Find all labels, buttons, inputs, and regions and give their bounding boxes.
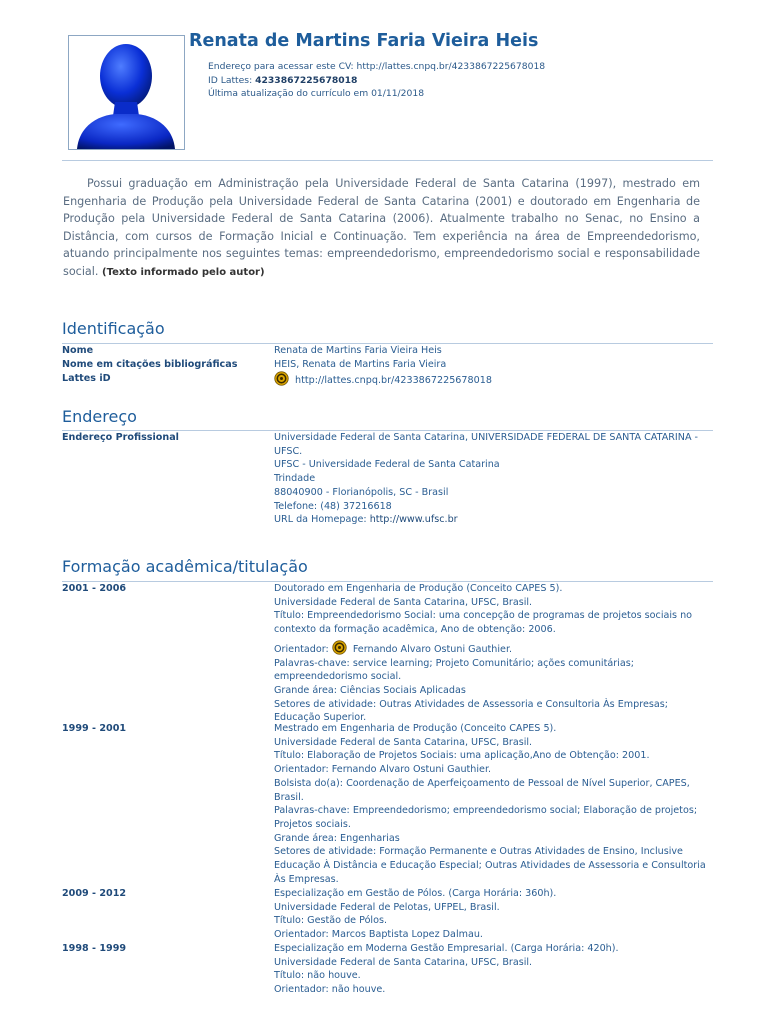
profile-photo — [68, 35, 185, 150]
period: 1998 - 1999 — [62, 943, 127, 954]
period: 1999 - 2001 — [62, 723, 127, 734]
summary-body: Possui graduação em Administração pela Universidade Federal de Santa Catarina (1997), mestrado em Engenharia de Produção pela Universidade Federal de Santa Catarina (2001) e doutorado em Engenharia de Produção pela Universidade Federal de Santa Catarina (2006). Atualmente trabalho no Senac, no Ensino a Distância, com cursos de Formação Inicial e Continuação. Tem experiência na área de Empreendedorismo, atuando principalmente nos seguintes temas: empreendedorismo, empreendedorismo social e responsabilidade social. — [63, 177, 700, 278]
period: 2009 - 2012 — [62, 888, 127, 899]
detail-line: contexto da formação acadêmica, Ano de obtenção: 2006. — [274, 624, 556, 636]
last-update: Última atualização do currículo em 01/11/2018 — [208, 88, 425, 99]
field-label: Lattes iD — [62, 373, 111, 384]
detail-line: Doutorado em Engenharia de Produção (Conceito CAPES 5). — [274, 583, 563, 594]
lattes-logo-icon[interactable] — [332, 640, 347, 655]
lattes-id-label: ID Lattes: — [208, 74, 256, 86]
address-line: UFSC - Universidade Federal de Santa Catarina — [274, 459, 500, 471]
detail-line: Grande área: Engenharias — [274, 832, 400, 844]
homepage-line — [274, 513, 714, 527]
section-title-endereco: Endereço — [62, 407, 137, 426]
field-value: HEIS, Renata de Martins Faria Vieira — [274, 359, 447, 370]
detail-line: Orientador: Fernando Alvaro Ostuni Gauthier. — [274, 764, 492, 776]
address-line: Trindade — [274, 473, 316, 485]
detail-line: Brasil. — [274, 791, 304, 803]
address-line: 88040900 - Florianópolis, SC - Brasil — [274, 486, 449, 498]
header-divider — [62, 160, 713, 161]
page-title: Renata de Martins Faria Vieira Heis — [189, 31, 539, 51]
address-line: Universidade Federal de Santa Catarina, UNIVERSIDADE FEDERAL DE SANTA CATARINA - — [274, 432, 699, 443]
person-silhouette-icon — [69, 36, 184, 149]
field-value — [274, 431, 714, 527]
address-line: UFSC. — [274, 445, 303, 457]
detail-line: Especialização em Gestão de Pólos. (Carga Horária: 360h). — [274, 888, 557, 899]
detail-line: Educação À Distância e Educação Especial; Outras Atividades de Assessoria e Consultoria — [274, 860, 706, 872]
detail-line: Título: não houve. — [274, 970, 361, 982]
detail-line: Às Empresas. — [274, 873, 339, 885]
summary-text — [63, 175, 700, 281]
detail-line: Título: Elaboração de Projetos Sociais: uma aplicação,Ano de Obtenção: 2001. — [274, 750, 650, 762]
detail-line: Universidade Federal de Santa Catarina, UFSC, Brasil. — [274, 956, 533, 968]
detail-line: Universidade Federal de Santa Catarina, UFSC, Brasil. — [274, 596, 533, 608]
field-label: Endereço Profissional — [62, 432, 179, 443]
detail-line: Universidade Federal de Pelotas, UFPEL, Brasil. — [274, 901, 500, 913]
section-title-identificacao: Identificação — [62, 319, 165, 338]
detail-line: Universidade Federal de Santa Catarina, UFSC, Brasil. — [274, 736, 533, 748]
advisor-label: Orientador: — [274, 643, 332, 655]
lattes-id-link[interactable]: http://lattes.cnpq.br/4233867225678018 — [295, 375, 492, 386]
advisor-line — [274, 640, 714, 657]
detail-line: Palavras-chave: Empreendedorismo; empreendedorismo social; Elaboração de projetos; — [274, 805, 698, 817]
detail-line: Setores de atividade: Formação Permanente e Outras Atividades de Ensino, Inclusive — [274, 846, 683, 858]
detail-line: Palavras-chave: service learning; Projeto Comunitário; ações comunitárias; — [274, 657, 634, 669]
detail-line: Projetos sociais. — [274, 818, 351, 830]
lattes-id-line — [208, 74, 545, 88]
section-title-formacao: Formação acadêmica/titulação — [62, 557, 308, 576]
field-label: Nome — [62, 345, 94, 356]
cv-address-line — [208, 60, 545, 74]
lattes-logo-icon — [274, 371, 289, 386]
detail-line: Título: Gestão de Pólos. — [274, 915, 388, 927]
formacao-details — [274, 582, 714, 725]
summary-note: (Texto informado pelo autor) — [102, 266, 265, 278]
detail-line: Especialização em Moderna Gestão Empresarial. (Carga Horária: 420h). — [274, 943, 619, 954]
address-line: Telefone: (48) 37216618 — [274, 500, 392, 512]
detail-line: empreendedorismo social. — [274, 671, 402, 683]
detail-line: Bolsista do(a): Coordenação de Aperfeiçoamento de Pessoal de Nível Superior, CAPES, — [274, 777, 690, 789]
cv-address-label: Endereço para acessar este CV: — [208, 61, 357, 72]
detail-line: Grande área: Ciências Sociais Aplicadas — [274, 684, 466, 696]
cv-address-link[interactable]: http://lattes.cnpq.br/4233867225678018 — [356, 61, 546, 72]
homepage-link[interactable]: http://www.ufsc.br — [369, 514, 458, 526]
advisor-name: Fernando Alvaro Ostuni Gauthier. — [352, 643, 513, 655]
formacao-details — [274, 942, 714, 997]
lattes-id-value: 4233867225678018 — [255, 74, 358, 86]
detail-line: Título: Empreendedorismo Social: uma concepção de programas de projetos sociais no — [274, 610, 693, 622]
detail-line: Setores de atividade: Outras Atividades de Assessoria e Consultoria Às Empresas; — [274, 698, 668, 710]
formacao-details — [274, 722, 714, 886]
homepage-label: URL da Homepage: — [274, 514, 370, 526]
field-label: Nome em citações bibliográficas — [62, 359, 238, 370]
field-value: Renata de Martins Faria Vieira Heis — [274, 345, 442, 356]
formacao-details — [274, 887, 714, 942]
period: 2001 - 2006 — [62, 583, 127, 594]
field-value — [274, 371, 714, 388]
detail-line: Orientador: Marcos Baptista Lopez Dalmau. — [274, 929, 483, 941]
detail-line: Orientador: não houve. — [274, 984, 386, 996]
detail-line: Mestrado em Engenharia de Produção (Conceito CAPES 5). — [274, 723, 557, 734]
detail-line: Educação Superior. — [274, 712, 367, 724]
cv-meta — [208, 60, 545, 101]
